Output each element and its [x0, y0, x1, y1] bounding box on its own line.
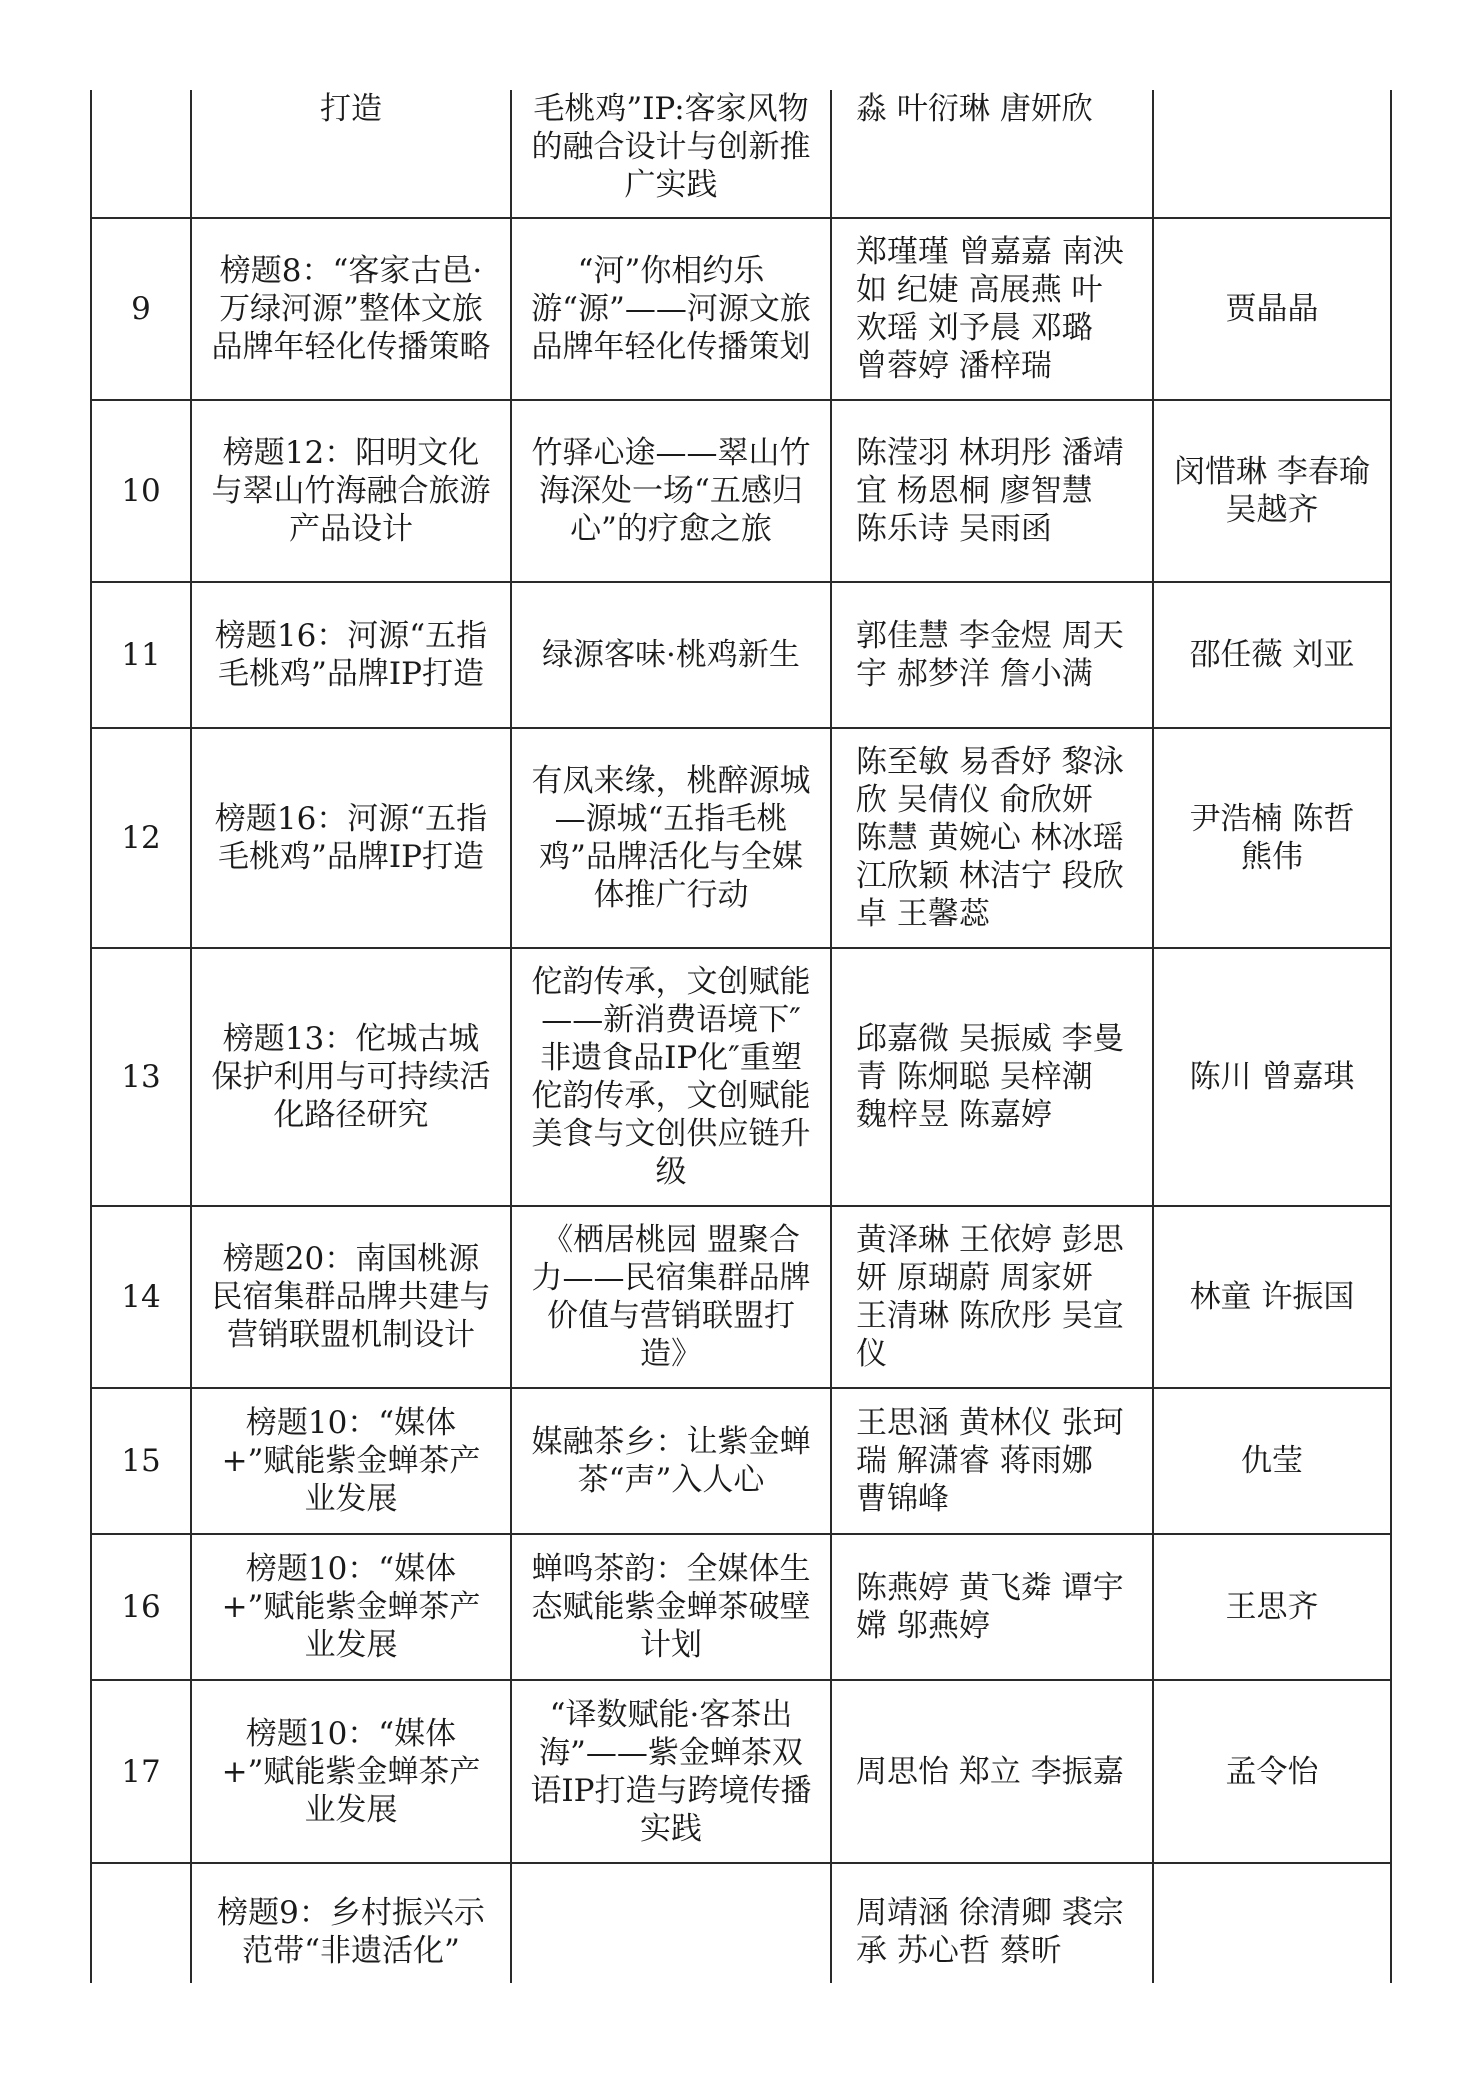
project-cell: 绿源客味·桃鸡新生: [511, 582, 831, 728]
members-cell: 周靖涵 徐清卿 裘宗承 苏心哲 蔡昕: [831, 1863, 1153, 1983]
advisor-cell: 邵任薇 刘亚: [1153, 582, 1391, 728]
table-row: [91, 1206, 1391, 1388]
table-row: [91, 1863, 1391, 1983]
members-cell: 陈至敏 易香妤 黎泳欣 吴倩仪 俞欣妍 陈慧 黄婉心 林冰瑶 江欣颖 林洁宁 段欣卓 王馨蕊: [831, 728, 1153, 948]
table-row: [91, 948, 1391, 1206]
row-number: 11: [91, 582, 191, 728]
project-cell: “译数赋能·客茶出海”——紫金蝉茶双语IP打造与跨境传播实践: [511, 1680, 831, 1863]
members-cell: 郑瑾瑾 曾嘉嘉 南泱如 纪婕 高展燕 叶欢瑶 刘予晨 邓璐 曾蓉婷 潘梓瑞: [831, 218, 1153, 400]
award-table: [90, 90, 1392, 1983]
row-number: 10: [91, 400, 191, 582]
members-cell: 陈燕婷 黄飞粦 谭宇嫦 邬燕婷: [831, 1534, 1153, 1680]
topic-cell: 榜题16：河源“五指毛桃鸡”品牌IP打造: [191, 582, 511, 728]
members-cell: 淼 叶衍琳 唐妍欣: [831, 90, 1153, 218]
project-cell: 《栖居桃园 盟聚合力——民宿集群品牌价值与营销联盟打造》: [511, 1206, 831, 1388]
members-cell: 周思怡 郑立 李振嘉: [831, 1680, 1153, 1863]
topic-cell: 榜题12：阳明文化与翠山竹海融合旅游产品设计: [191, 400, 511, 582]
project-cell: 毛桃鸡”IP:客家风物的融合设计与创新推广实践: [511, 90, 831, 218]
topic-cell: 打造: [191, 90, 511, 218]
table-row: [91, 1534, 1391, 1680]
row-number: 13: [91, 948, 191, 1206]
advisor-cell: 林童 许振国: [1153, 1206, 1391, 1388]
project-cell: [511, 1863, 831, 1983]
topic-cell: 榜题8：“客家古邑·万绿河源”整体文旅品牌年轻化传播策略: [191, 218, 511, 400]
project-cell: 媒融茶乡：让紫金蝉茶“声”入人心: [511, 1388, 831, 1534]
topic-cell: 榜题9：乡村振兴示范带“非遗活化”: [191, 1863, 511, 1983]
row-number: 16: [91, 1534, 191, 1680]
advisor-cell: 孟令怡: [1153, 1680, 1391, 1863]
row-number: 14: [91, 1206, 191, 1388]
row-number: 9: [91, 218, 191, 400]
table-row: [91, 90, 1391, 218]
row-number: [91, 90, 191, 218]
table-row: [91, 582, 1391, 728]
table-row: [91, 400, 1391, 582]
row-number: 12: [91, 728, 191, 948]
topic-cell: 榜题10：“媒体+”赋能紫金蝉茶产业发展: [191, 1534, 511, 1680]
row-number: 17: [91, 1680, 191, 1863]
advisor-cell: 尹浩楠 陈哲 熊伟: [1153, 728, 1391, 948]
advisor-cell: 陈川 曾嘉琪: [1153, 948, 1391, 1206]
advisor-cell: 贾晶晶: [1153, 218, 1391, 400]
advisor-cell: [1153, 1863, 1391, 1983]
project-cell: 佗韵传承，文创赋能——新消费语境下″非遗食品IP化″重塑佗韵传承，文创赋能美食与文创供应链升级: [511, 948, 831, 1206]
advisor-cell: 仇莹: [1153, 1388, 1391, 1534]
members-cell: 邱嘉微 吴振威 李曼青 陈炯聪 吴梓潮 魏梓昱 陈嘉婷: [831, 948, 1153, 1206]
topic-cell: 榜题10：“媒体+”赋能紫金蝉茶产业发展: [191, 1388, 511, 1534]
table-row: [91, 218, 1391, 400]
members-cell: 黄泽琳 王依婷 彭思妍 原瑚蔚 周家妍 王清琳 陈欣彤 吴宣仪: [831, 1206, 1153, 1388]
members-cell: 陈滢羽 林玥彤 潘靖宜 杨恩桐 廖智慧 陈乐诗 吴雨函: [831, 400, 1153, 582]
advisor-cell: 王思齐: [1153, 1534, 1391, 1680]
table-row: [91, 728, 1391, 948]
table-row: [91, 1680, 1391, 1863]
advisor-cell: [1153, 90, 1391, 218]
topic-cell: 榜题10：“媒体+”赋能紫金蝉茶产业发展: [191, 1680, 511, 1863]
topic-cell: 榜题13：佗城古城保护利用与可持续活化路径研究: [191, 948, 511, 1206]
table-row: [91, 1388, 1391, 1534]
members-cell: 王思涵 黄林仪 张珂瑞 解潇睿 蒋雨娜 曹锦峰: [831, 1388, 1153, 1534]
project-cell: 竹驿心途——翠山竹海深处一场“五感归心”的疗愈之旅: [511, 400, 831, 582]
project-cell: 有凤来缘，桃醉源城—源城“五指毛桃鸡”品牌活化与全媒体推广行动: [511, 728, 831, 948]
members-cell: 郭佳慧 李金煜 周天宇 郝梦洋 詹小满: [831, 582, 1153, 728]
row-number: [91, 1863, 191, 1983]
advisor-cell: 闵惜琳 李春瑜 吴越齐: [1153, 400, 1391, 582]
row-number: 15: [91, 1388, 191, 1534]
project-cell: 蝉鸣茶韵：全媒体生态赋能紫金蝉茶破壁计划: [511, 1534, 831, 1680]
topic-cell: 榜题20：南国桃源民宿集群品牌共建与营销联盟机制设计: [191, 1206, 511, 1388]
project-cell: “河”你相约乐游“源”——河源文旅品牌年轻化传播策划: [511, 218, 831, 400]
topic-cell: 榜题16：河源“五指毛桃鸡”品牌IP打造: [191, 728, 511, 948]
